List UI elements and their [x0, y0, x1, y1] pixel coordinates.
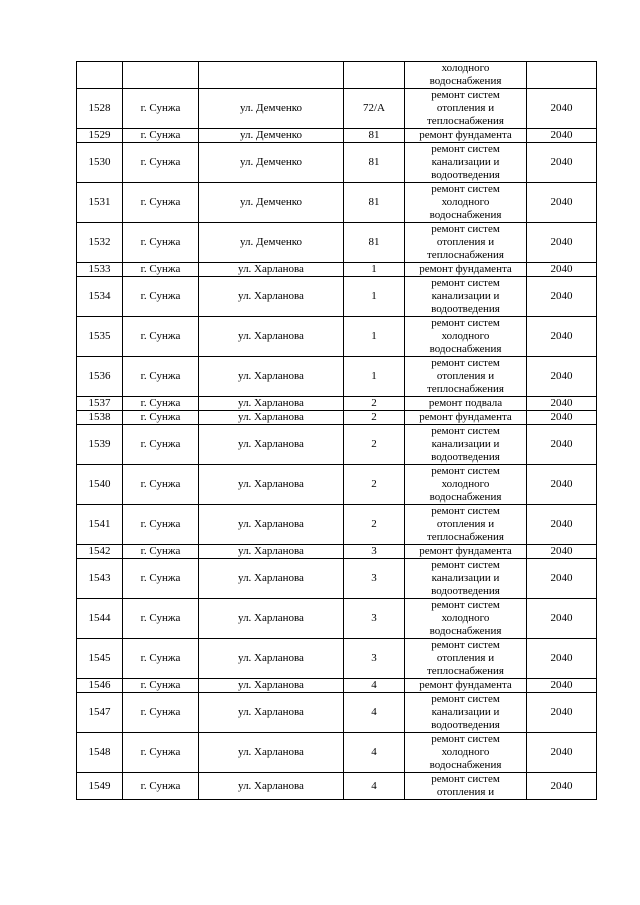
row-number-cell: 1540 — [77, 465, 123, 505]
street-cell — [199, 62, 344, 89]
table-row — [77, 773, 597, 800]
document-page — [76, 61, 596, 800]
work-type-cell — [405, 129, 527, 143]
street-cell: ул. Харланова — [199, 693, 344, 733]
street-cell: ул. Харланова — [199, 733, 344, 773]
table-row — [77, 277, 597, 317]
work-type-line: ремонт систем — [431, 425, 500, 437]
row-number-cell: 1549 — [77, 773, 123, 800]
table-body — [77, 62, 597, 800]
street-cell: ул. Харланова — [199, 411, 344, 425]
street-cell: ул. Харланова — [199, 639, 344, 679]
table-row — [77, 545, 597, 559]
work-type-line: теплоснабжения — [427, 531, 504, 543]
work-type-cell — [405, 505, 527, 545]
work-type-line: канализации и — [431, 156, 500, 168]
street-cell: ул. Харланова — [199, 465, 344, 505]
table-row — [77, 62, 597, 89]
table-row — [77, 599, 597, 639]
city-cell: г. Сунжа — [123, 223, 199, 263]
table-row — [77, 693, 597, 733]
work-type-cell — [405, 317, 527, 357]
work-type-line: водоснабжения — [429, 759, 502, 771]
work-type-line: водоотведения — [431, 451, 500, 463]
work-type-cell — [405, 465, 527, 505]
year-cell: 2040 — [527, 559, 597, 599]
work-type-line: ремонт фундамента — [419, 263, 512, 275]
work-type-cell — [405, 223, 527, 263]
row-number-cell: 1529 — [77, 129, 123, 143]
city-cell: г. Сунжа — [123, 317, 199, 357]
work-type-line: канализации и — [431, 290, 500, 302]
house-number-cell — [344, 62, 405, 89]
table-row — [77, 411, 597, 425]
work-type-line: водоснабжения — [429, 625, 502, 637]
house-number-cell: 1 — [344, 277, 405, 317]
work-type-line: холодного — [441, 196, 490, 208]
table-row — [77, 143, 597, 183]
house-number-cell: 2 — [344, 411, 405, 425]
street-cell: ул. Харланова — [199, 357, 344, 397]
row-number-cell: 1544 — [77, 599, 123, 639]
row-number-cell: 1538 — [77, 411, 123, 425]
house-number-cell: 81 — [344, 223, 405, 263]
work-type-line: отопления и — [436, 102, 495, 114]
street-cell: ул. Харланова — [199, 277, 344, 317]
house-number-cell: 4 — [344, 693, 405, 733]
year-cell: 2040 — [527, 693, 597, 733]
street-cell: ул. Харланова — [199, 263, 344, 277]
row-number-cell: 1530 — [77, 143, 123, 183]
city-cell: г. Сунжа — [123, 357, 199, 397]
row-number-cell: 1528 — [77, 89, 123, 129]
work-type-cell — [405, 411, 527, 425]
table-row — [77, 89, 597, 129]
row-number-cell — [77, 62, 123, 89]
city-cell: г. Сунжа — [123, 129, 199, 143]
year-cell: 2040 — [527, 411, 597, 425]
house-number-cell: 2 — [344, 465, 405, 505]
work-type-line: холодного — [441, 612, 490, 624]
work-type-cell — [405, 693, 527, 733]
row-number-cell: 1541 — [77, 505, 123, 545]
work-type-line: ремонт систем — [431, 773, 500, 785]
repair-schedule-table — [76, 61, 597, 800]
work-type-line: водоотведения — [431, 169, 500, 181]
work-type-line: ремонт подвала — [428, 397, 503, 409]
work-type-cell — [405, 679, 527, 693]
row-number-cell: 1539 — [77, 425, 123, 465]
work-type-cell — [405, 545, 527, 559]
work-type-line: водоснабжения — [429, 491, 502, 503]
work-type-line: ремонт фундамента — [419, 411, 512, 423]
row-number-cell: 1531 — [77, 183, 123, 223]
house-number-cell: 4 — [344, 773, 405, 800]
work-type-line: ремонт фундамента — [419, 545, 512, 557]
city-cell: г. Сунжа — [123, 411, 199, 425]
street-cell: ул. Харланова — [199, 599, 344, 639]
year-cell: 2040 — [527, 599, 597, 639]
work-type-line: ремонт систем — [431, 505, 500, 517]
city-cell: г. Сунжа — [123, 599, 199, 639]
work-type-line: отопления и — [436, 370, 495, 382]
house-number-cell: 3 — [344, 599, 405, 639]
work-type-cell — [405, 425, 527, 465]
work-type-line: ремонт систем — [431, 693, 500, 705]
work-type-line: водоотведения — [431, 303, 500, 315]
house-number-cell: 81 — [344, 183, 405, 223]
work-type-line: ремонт систем — [431, 559, 500, 571]
work-type-line: ремонт систем — [431, 277, 500, 289]
work-type-line: ремонт систем — [431, 639, 500, 651]
work-type-line: водоотведения — [431, 719, 500, 731]
work-type-line: ремонт фундамента — [419, 679, 512, 691]
street-cell: ул. Демченко — [199, 143, 344, 183]
work-type-line: теплоснабжения — [427, 115, 504, 127]
work-type-cell — [405, 62, 527, 89]
table-row — [77, 317, 597, 357]
house-number-cell: 2 — [344, 397, 405, 411]
work-type-cell — [405, 733, 527, 773]
work-type-cell — [405, 559, 527, 599]
city-cell: г. Сунжа — [123, 505, 199, 545]
table-row — [77, 465, 597, 505]
work-type-line: ремонт систем — [431, 89, 500, 101]
year-cell: 2040 — [527, 465, 597, 505]
row-number-cell: 1533 — [77, 263, 123, 277]
house-number-cell: 2 — [344, 505, 405, 545]
year-cell — [527, 62, 597, 89]
year-cell: 2040 — [527, 505, 597, 545]
work-type-line: канализации и — [431, 572, 500, 584]
work-type-cell — [405, 277, 527, 317]
house-number-cell: 3 — [344, 559, 405, 599]
work-type-line: водоснабжения — [429, 343, 502, 355]
work-type-line: холодного — [441, 746, 490, 758]
street-cell: ул. Демченко — [199, 129, 344, 143]
table-row — [77, 263, 597, 277]
work-type-line: ремонт фундамента — [419, 129, 512, 141]
street-cell: ул. Демченко — [199, 89, 344, 129]
house-number-cell: 3 — [344, 545, 405, 559]
house-number-cell: 1 — [344, 357, 405, 397]
year-cell: 2040 — [527, 733, 597, 773]
row-number-cell: 1534 — [77, 277, 123, 317]
city-cell: г. Сунжа — [123, 89, 199, 129]
street-cell: ул. Харланова — [199, 559, 344, 599]
row-number-cell: 1545 — [77, 639, 123, 679]
table-row — [77, 183, 597, 223]
year-cell: 2040 — [527, 397, 597, 411]
work-type-line: отопления и — [436, 518, 495, 530]
work-type-cell — [405, 89, 527, 129]
row-number-cell: 1548 — [77, 733, 123, 773]
row-number-cell: 1536 — [77, 357, 123, 397]
table-row — [77, 733, 597, 773]
city-cell — [123, 62, 199, 89]
city-cell: г. Сунжа — [123, 397, 199, 411]
work-type-cell — [405, 183, 527, 223]
city-cell: г. Сунжа — [123, 263, 199, 277]
work-type-line: отопления и — [436, 236, 495, 248]
city-cell: г. Сунжа — [123, 733, 199, 773]
work-type-cell — [405, 639, 527, 679]
work-type-cell — [405, 263, 527, 277]
table-row — [77, 223, 597, 263]
work-type-line: холодного — [441, 62, 490, 74]
street-cell: ул. Харланова — [199, 545, 344, 559]
row-number-cell: 1543 — [77, 559, 123, 599]
row-number-cell: 1546 — [77, 679, 123, 693]
house-number-cell: 4 — [344, 679, 405, 693]
table-row — [77, 559, 597, 599]
work-type-cell — [405, 143, 527, 183]
year-cell: 2040 — [527, 89, 597, 129]
work-type-line: водоснабжения — [429, 75, 502, 87]
year-cell: 2040 — [527, 129, 597, 143]
work-type-line: ремонт систем — [431, 599, 500, 611]
year-cell: 2040 — [527, 357, 597, 397]
city-cell: г. Сунжа — [123, 773, 199, 800]
street-cell: ул. Харланова — [199, 679, 344, 693]
city-cell: г. Сунжа — [123, 143, 199, 183]
row-number-cell: 1537 — [77, 397, 123, 411]
city-cell: г. Сунжа — [123, 277, 199, 317]
house-number-cell: 1 — [344, 317, 405, 357]
city-cell: г. Сунжа — [123, 693, 199, 733]
work-type-line: отопления и — [436, 652, 495, 664]
house-number-cell: 3 — [344, 639, 405, 679]
city-cell: г. Сунжа — [123, 545, 199, 559]
house-number-cell: 72/А — [344, 89, 405, 129]
row-number-cell: 1535 — [77, 317, 123, 357]
work-type-line: теплоснабжения — [427, 665, 504, 677]
year-cell: 2040 — [527, 425, 597, 465]
house-number-cell: 4 — [344, 733, 405, 773]
year-cell: 2040 — [527, 545, 597, 559]
street-cell: ул. Демченко — [199, 183, 344, 223]
table-row — [77, 679, 597, 693]
house-number-cell: 2 — [344, 425, 405, 465]
row-number-cell: 1532 — [77, 223, 123, 263]
work-type-cell — [405, 599, 527, 639]
work-type-line: холодного — [441, 330, 490, 342]
work-type-line: канализации и — [431, 438, 500, 450]
work-type-cell — [405, 397, 527, 411]
work-type-line: ремонт систем — [431, 317, 500, 329]
house-number-cell: 81 — [344, 143, 405, 183]
year-cell: 2040 — [527, 679, 597, 693]
street-cell: ул. Харланова — [199, 397, 344, 411]
work-type-line: ремонт систем — [431, 143, 500, 155]
work-type-line: водоотведения — [431, 585, 500, 597]
house-number-cell: 1 — [344, 263, 405, 277]
city-cell: г. Сунжа — [123, 425, 199, 465]
work-type-line: теплоснабжения — [427, 249, 504, 261]
work-type-line: ремонт систем — [431, 183, 500, 195]
table-row — [77, 505, 597, 545]
street-cell: ул. Демченко — [199, 223, 344, 263]
row-number-cell: 1547 — [77, 693, 123, 733]
street-cell: ул. Харланова — [199, 425, 344, 465]
work-type-line: теплоснабжения — [427, 383, 504, 395]
work-type-line: ремонт систем — [431, 465, 500, 477]
street-cell: ул. Харланова — [199, 505, 344, 545]
work-type-line: ремонт систем — [431, 733, 500, 745]
row-number-cell: 1542 — [77, 545, 123, 559]
year-cell: 2040 — [527, 143, 597, 183]
work-type-line: ремонт систем — [431, 357, 500, 369]
table-row — [77, 397, 597, 411]
work-type-line: водоснабжения — [429, 209, 502, 221]
year-cell: 2040 — [527, 773, 597, 800]
street-cell: ул. Харланова — [199, 317, 344, 357]
city-cell: г. Сунжа — [123, 679, 199, 693]
table-row — [77, 425, 597, 465]
city-cell: г. Сунжа — [123, 465, 199, 505]
year-cell: 2040 — [527, 317, 597, 357]
year-cell: 2040 — [527, 277, 597, 317]
table-row — [77, 357, 597, 397]
city-cell: г. Сунжа — [123, 639, 199, 679]
table-row — [77, 639, 597, 679]
work-type-line: отопления и — [436, 786, 495, 798]
table-row — [77, 129, 597, 143]
city-cell: г. Сунжа — [123, 559, 199, 599]
work-type-line: ремонт систем — [431, 223, 500, 235]
year-cell: 2040 — [527, 639, 597, 679]
street-cell: ул. Харланова — [199, 773, 344, 800]
year-cell: 2040 — [527, 223, 597, 263]
house-number-cell: 81 — [344, 129, 405, 143]
work-type-cell — [405, 773, 527, 800]
city-cell: г. Сунжа — [123, 183, 199, 223]
work-type-cell — [405, 357, 527, 397]
year-cell: 2040 — [527, 263, 597, 277]
work-type-line: канализации и — [431, 706, 500, 718]
year-cell: 2040 — [527, 183, 597, 223]
work-type-line: холодного — [441, 478, 490, 490]
